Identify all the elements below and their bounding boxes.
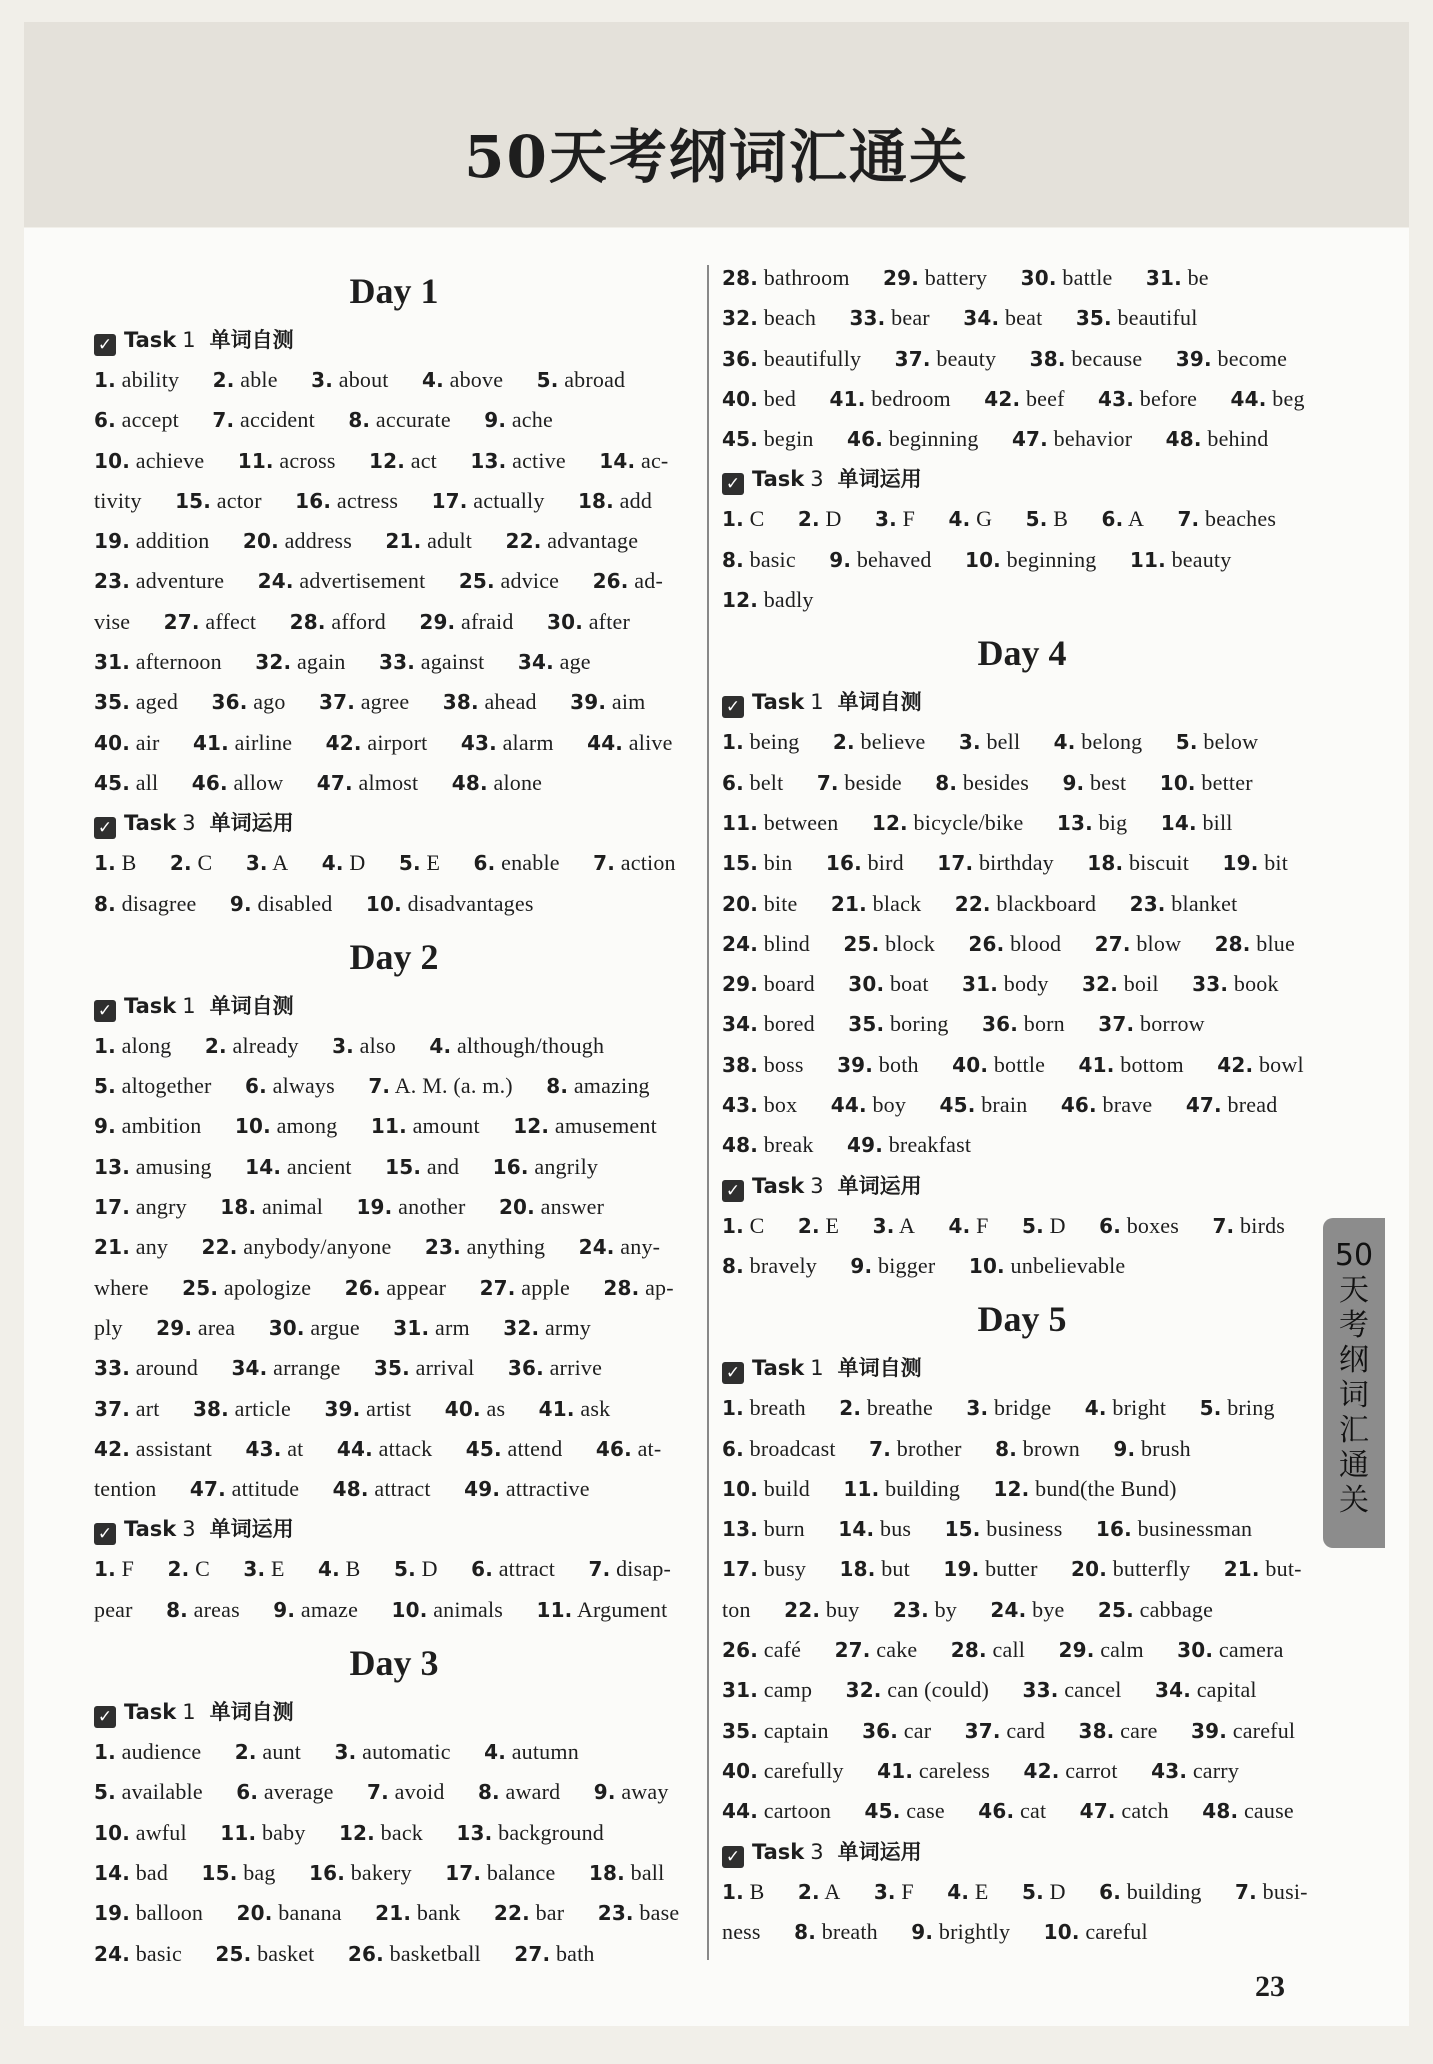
task-heading [94, 1692, 694, 1732]
answer-line: tention 47. attitude 48. attract 49. attractive [94, 1476, 590, 1502]
answer-line: 40. bed 41. bedroom 42. beef 43. before 44. beg [722, 385, 1305, 411]
checkbox-icon: ✓ [722, 696, 744, 718]
task-label: 单词运用 [837, 1173, 922, 1198]
answer-line: 8. bravely 9. bigger 10. unbelievable [722, 1252, 1126, 1278]
answer-line: 23. adventure 24. advertisement 25. advice 26. ad- [94, 568, 663, 594]
task-word: Task [124, 811, 177, 836]
task-word: Task [752, 690, 805, 715]
answer-line: 1. being 2. believe 3. bell 4. belong 5. below [722, 729, 1259, 755]
answer-line: 5. available 6. average 7. avoid 8. award 9. away [94, 1779, 669, 1805]
answer-line: ness 8. breath 9. brightly 10. careful [722, 1918, 1148, 1944]
answer-line: 31. afternoon 32. again 33. against 34. age [94, 649, 591, 675]
task-number: 1 [182, 1700, 196, 1725]
answer-line: 28. bathroom 29. battery 30. battle 31. be [722, 265, 1209, 290]
task-heading [722, 1166, 1322, 1206]
answer-line: 12. badly [722, 587, 814, 613]
left-column [94, 258, 694, 1974]
answer-line: tivity 15. actor 16. actress 17. actually 18. add [94, 487, 653, 513]
answer-line: vise 27. affect 28. afford 29. afraid 30. after [94, 608, 630, 634]
answer-line: 1. along 2. already 3. also 4. although/though [94, 1032, 605, 1058]
column-divider [707, 265, 709, 1960]
answer-line: 40. carefully 41. careless 42. carrot 43. carry [722, 1757, 1240, 1783]
answer-line: 24. basic 25. basket 26. basketball 27. bath [94, 1940, 595, 1966]
task-label: 单词自测 [837, 690, 922, 715]
task-word: Task [752, 1173, 805, 1198]
answer-line: 36. beautifully 37. beauty 38. because 39. become [722, 345, 1288, 371]
task-word: Task [124, 1517, 177, 1542]
answer-line: 1. ability 2. able 3. about 4. above 5. abroad [94, 367, 626, 392]
answer-line: 13. amusing 14. ancient 15. and 16. angrily [94, 1153, 599, 1179]
checkbox-icon: ✓ [722, 1362, 744, 1384]
side-tab-char: 汇 [1339, 1413, 1369, 1448]
task-number: 1 [182, 328, 196, 352]
checkbox-icon: ✓ [94, 334, 116, 356]
answer-line: 10. achieve 11. across 12. act 13. active 14. ac- [94, 447, 669, 473]
task-heading [94, 986, 694, 1026]
answer-line: 1. B 2. A 3. F 4. E 5. D 6. building 7. busi- [722, 1878, 1308, 1904]
task-number: 3 [182, 1517, 196, 1542]
day-heading: Day 1 [349, 271, 439, 311]
day-heading: Day 3 [349, 1643, 439, 1684]
task-word: Task [752, 467, 805, 492]
task-number: 3 [182, 811, 196, 836]
task-heading [722, 1348, 1322, 1388]
answer-line: 35. captain 36. car 37. card 38. care 39. careful [722, 1717, 1296, 1743]
task-heading [722, 682, 1322, 722]
answer-line: 6. accept 7. accident 8. accurate 9. ache [94, 407, 553, 433]
answer-line: 1. breath 2. breathe 3. bridge 4. bright 5. bring [722, 1395, 1275, 1421]
checkbox-icon: ✓ [94, 1000, 116, 1022]
answer-line: 1. F 2. C 3. E 4. B 5. D 6. attract 7. disap- [94, 1556, 672, 1582]
day-heading: Day 2 [349, 936, 439, 977]
answer-line: pear 8. areas 9. amaze 10. animals 11. Argument [94, 1596, 668, 1622]
task-word: Task [124, 1700, 177, 1725]
side-tab-char: 关 [1339, 1483, 1369, 1518]
side-tab-char: 50 [1334, 1238, 1374, 1273]
task-label: 单词自测 [209, 993, 294, 1018]
task-number: 1 [810, 1356, 824, 1381]
answer-line: 15. bin 16. bird 17. birthday 18. biscuit 19. bit [722, 850, 1289, 876]
answer-line: 14. bad 15. bag 16. bakery 17. balance 18. ball [94, 1859, 665, 1885]
task-heading [94, 803, 694, 843]
answer-line: 10. build 11. building 12. bund(the Bund) [722, 1475, 1177, 1501]
task-word: Task [124, 328, 177, 352]
answer-line: 6. broadcast 7. brother 8. brown 9. brush [722, 1435, 1191, 1461]
task-label: 单词运用 [837, 467, 922, 492]
task-heading [722, 1832, 1322, 1872]
day-heading: Day 5 [977, 1299, 1067, 1340]
answer-line: 44. cartoon 45. case 46. cat 47. catch 48. cause [722, 1798, 1294, 1824]
checkbox-icon: ✓ [722, 1180, 744, 1202]
answer-line: 17. angry 18. animal 19. another 20. answer [94, 1194, 605, 1220]
answer-line: 24. blind 25. block 26. blood 27. blow 28. blue [722, 930, 1295, 956]
task-number: 3 [810, 467, 824, 492]
task-word: Task [752, 1356, 805, 1381]
answer-line: 5. altogether 6. always 7. A. M. (a. m.) 8. amazing [94, 1073, 650, 1099]
checkbox-icon: ✓ [722, 473, 744, 495]
answer-line: 32. beach 33. bear 34. beat 35. beautiful [722, 305, 1198, 331]
side-tab-char: 考 [1339, 1308, 1369, 1343]
answer-line: 17. busy 18. but 19. butter 20. butterfly 21. but- [722, 1556, 1302, 1582]
task-label: 单词自测 [209, 328, 294, 352]
answer-line: ply 29. area 30. argue 31. arm 32. army [94, 1314, 591, 1340]
task-word: Task [752, 1839, 805, 1864]
task-label: 单词运用 [209, 811, 294, 836]
answer-line: 40. air 41. airline 42. airport 43. alarm 44. alive [94, 729, 673, 755]
side-tab-char: 纲 [1339, 1343, 1369, 1378]
answer-line: 38. boss 39. both 40. bottle 41. bottom 42. bowl [722, 1051, 1304, 1077]
task-label: 单词运用 [209, 1517, 294, 1542]
answer-line: 37. art 38. article 39. artist 40. as 41. ask [94, 1395, 611, 1421]
side-tab-char: 天 [1339, 1273, 1369, 1308]
answer-line: 34. bored 35. boring 36. born 37. borrow [722, 1011, 1205, 1037]
task-number: 3 [810, 1173, 824, 1198]
answer-line: 19. balloon 20. banana 21. bank 22. bar 23. base [94, 1900, 680, 1926]
answer-line: ton 22. buy 23. by 24. bye 25. cabbage [722, 1596, 1214, 1622]
task-label: 单词自测 [837, 1356, 922, 1381]
answer-line: 33. around 34. arrange 35. arrival 36. arrive [94, 1355, 603, 1381]
task-label: 单词自测 [209, 1700, 294, 1725]
task-number: 1 [182, 993, 196, 1018]
answer-line: 21. any 22. anybody/anyone 23. anything 24. any- [94, 1234, 661, 1260]
answer-line: 29. board 30. boat 31. body 32. boil 33. book [722, 971, 1279, 997]
task-word: Task [124, 993, 177, 1018]
answer-line: 19. addition 20. address 21. adult 22. advantage [94, 528, 639, 554]
answer-line: 8. disagree 9. disabled 10. disadvantages [94, 890, 534, 916]
checkbox-icon: ✓ [94, 1523, 116, 1545]
task-heading [94, 1509, 694, 1549]
answer-line: 1. B 2. C 3. A 4. D 5. E 6. enable 7. action [94, 850, 676, 876]
answer-line: 26. café 27. cake 28. call 29. calm 30. camera [722, 1637, 1284, 1663]
side-tab-char: 词 [1339, 1378, 1369, 1413]
answer-line: 9. ambition 10. among 11. amount 12. amusement [94, 1113, 657, 1139]
task-number: 1 [810, 690, 824, 715]
answer-line: 45. begin 46. beginning 47. behavior 48. behind [722, 426, 1269, 452]
side-tab-char: 通 [1339, 1448, 1369, 1483]
task-heading [94, 320, 694, 360]
answer-line: 31. camp 32. can (could) 33. cancel 34. capital [722, 1677, 1257, 1703]
checkbox-icon: ✓ [94, 817, 116, 839]
answer-line: 10. awful 11. baby 12. back 13. background [94, 1819, 604, 1845]
answer-line: where 25. apologize 26. appear 27. apple 28. ap- [94, 1274, 674, 1300]
page-number: 23 [1255, 1970, 1285, 2003]
answer-line: 45. all 46. allow 47. almost 48. alone [94, 769, 543, 795]
answer-line: 8. basic 9. behaved 10. beginning 11. beauty [722, 546, 1232, 572]
task-number: 3 [810, 1839, 824, 1864]
answer-line: 42. assistant 43. at 44. attack 45. attend 46. at- [94, 1435, 662, 1461]
answer-line: 48. break 49. breakfast [722, 1132, 972, 1158]
task-heading [722, 459, 1322, 499]
page-title: 50天考纲词汇通关 [464, 123, 969, 191]
side-tab [1323, 1218, 1385, 1548]
answer-line: 20. bite 21. black 22. blackboard 23. blanket [722, 890, 1238, 916]
answer-line: 11. between 12. bicycle/bike 13. big 14. bill [722, 809, 1233, 835]
answer-line: 6. belt 7. beside 8. besides 9. best 10. better [722, 769, 1253, 795]
checkbox-icon: ✓ [722, 1846, 744, 1868]
day-heading: Day 4 [977, 633, 1067, 674]
answer-line: 43. box 44. boy 45. brain 46. brave 47. bread [722, 1092, 1278, 1118]
answer-line: 1. audience 2. aunt 3. automatic 4. autumn [94, 1739, 579, 1765]
checkbox-icon: ✓ [94, 1706, 116, 1728]
answer-line: 13. burn 14. bus 15. business 16. businessman [722, 1516, 1253, 1542]
task-label: 单词运用 [837, 1839, 922, 1864]
answer-line: 35. aged 36. ago 37. agree 38. ahead 39. aim [94, 689, 646, 715]
answer-line: 1. C 2. E 3. A 4. F 5. D 6. boxes 7. birds [722, 1212, 1286, 1238]
answer-line: 1. C 2. D 3. F 4. G 5. B 6. A 7. beaches [722, 506, 1277, 532]
right-column [722, 258, 1322, 1952]
